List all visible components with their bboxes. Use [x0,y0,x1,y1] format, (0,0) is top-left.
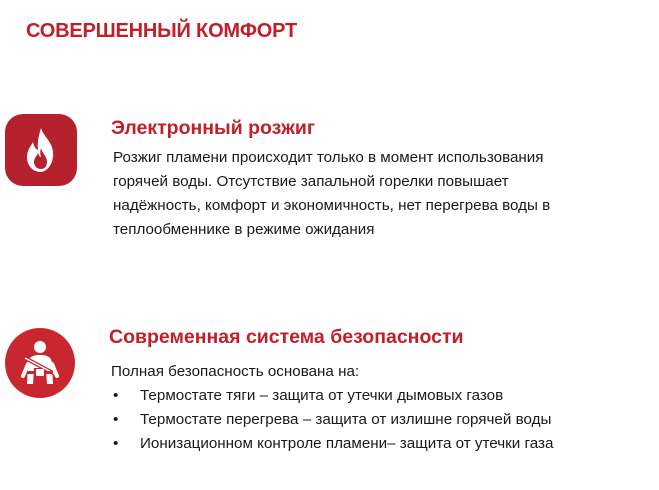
list-item-text: Ионизационном контроле пламени– защита от утечки газа [140,435,554,452]
seatbelt-icon-graphic [15,338,65,388]
bullet-list [111,384,651,456]
description-line: горячей воды. Отсутствие запальной горелки повышает [113,173,509,190]
bullet-symbol: • [113,411,119,428]
bullet-symbol: • [113,387,119,404]
description-line: теплообменнике в режиме ожидания [113,221,375,238]
intro-text: Полная безопасность основана на: [111,363,360,380]
seatbelt-icon [5,328,75,398]
list-item [111,384,651,408]
description-line: Розжиг пламени происходит только в момент использования [113,149,544,166]
list-item [111,408,651,432]
page-title: СОВЕРШЕННЫЙ КОМФОРТ [26,20,298,42]
list-item-text: Термостате тяги – защита от утечки дымовых газов [140,387,504,404]
section-description [111,360,651,456]
bullet-symbol: • [113,435,119,452]
list-item [111,432,651,456]
flame-icon-graphic [19,126,63,174]
description-line: надёжность, комфорт и экономичность, нет перегрева воды в [113,197,551,214]
section-heading: Современная система безопасности [109,326,464,348]
section-description [113,146,613,242]
list-item-text: Термостате перегрева – защита от излишне горячей воды [140,411,552,428]
flame-icon [5,114,77,186]
section-heading: Электронный розжиг [111,117,316,139]
